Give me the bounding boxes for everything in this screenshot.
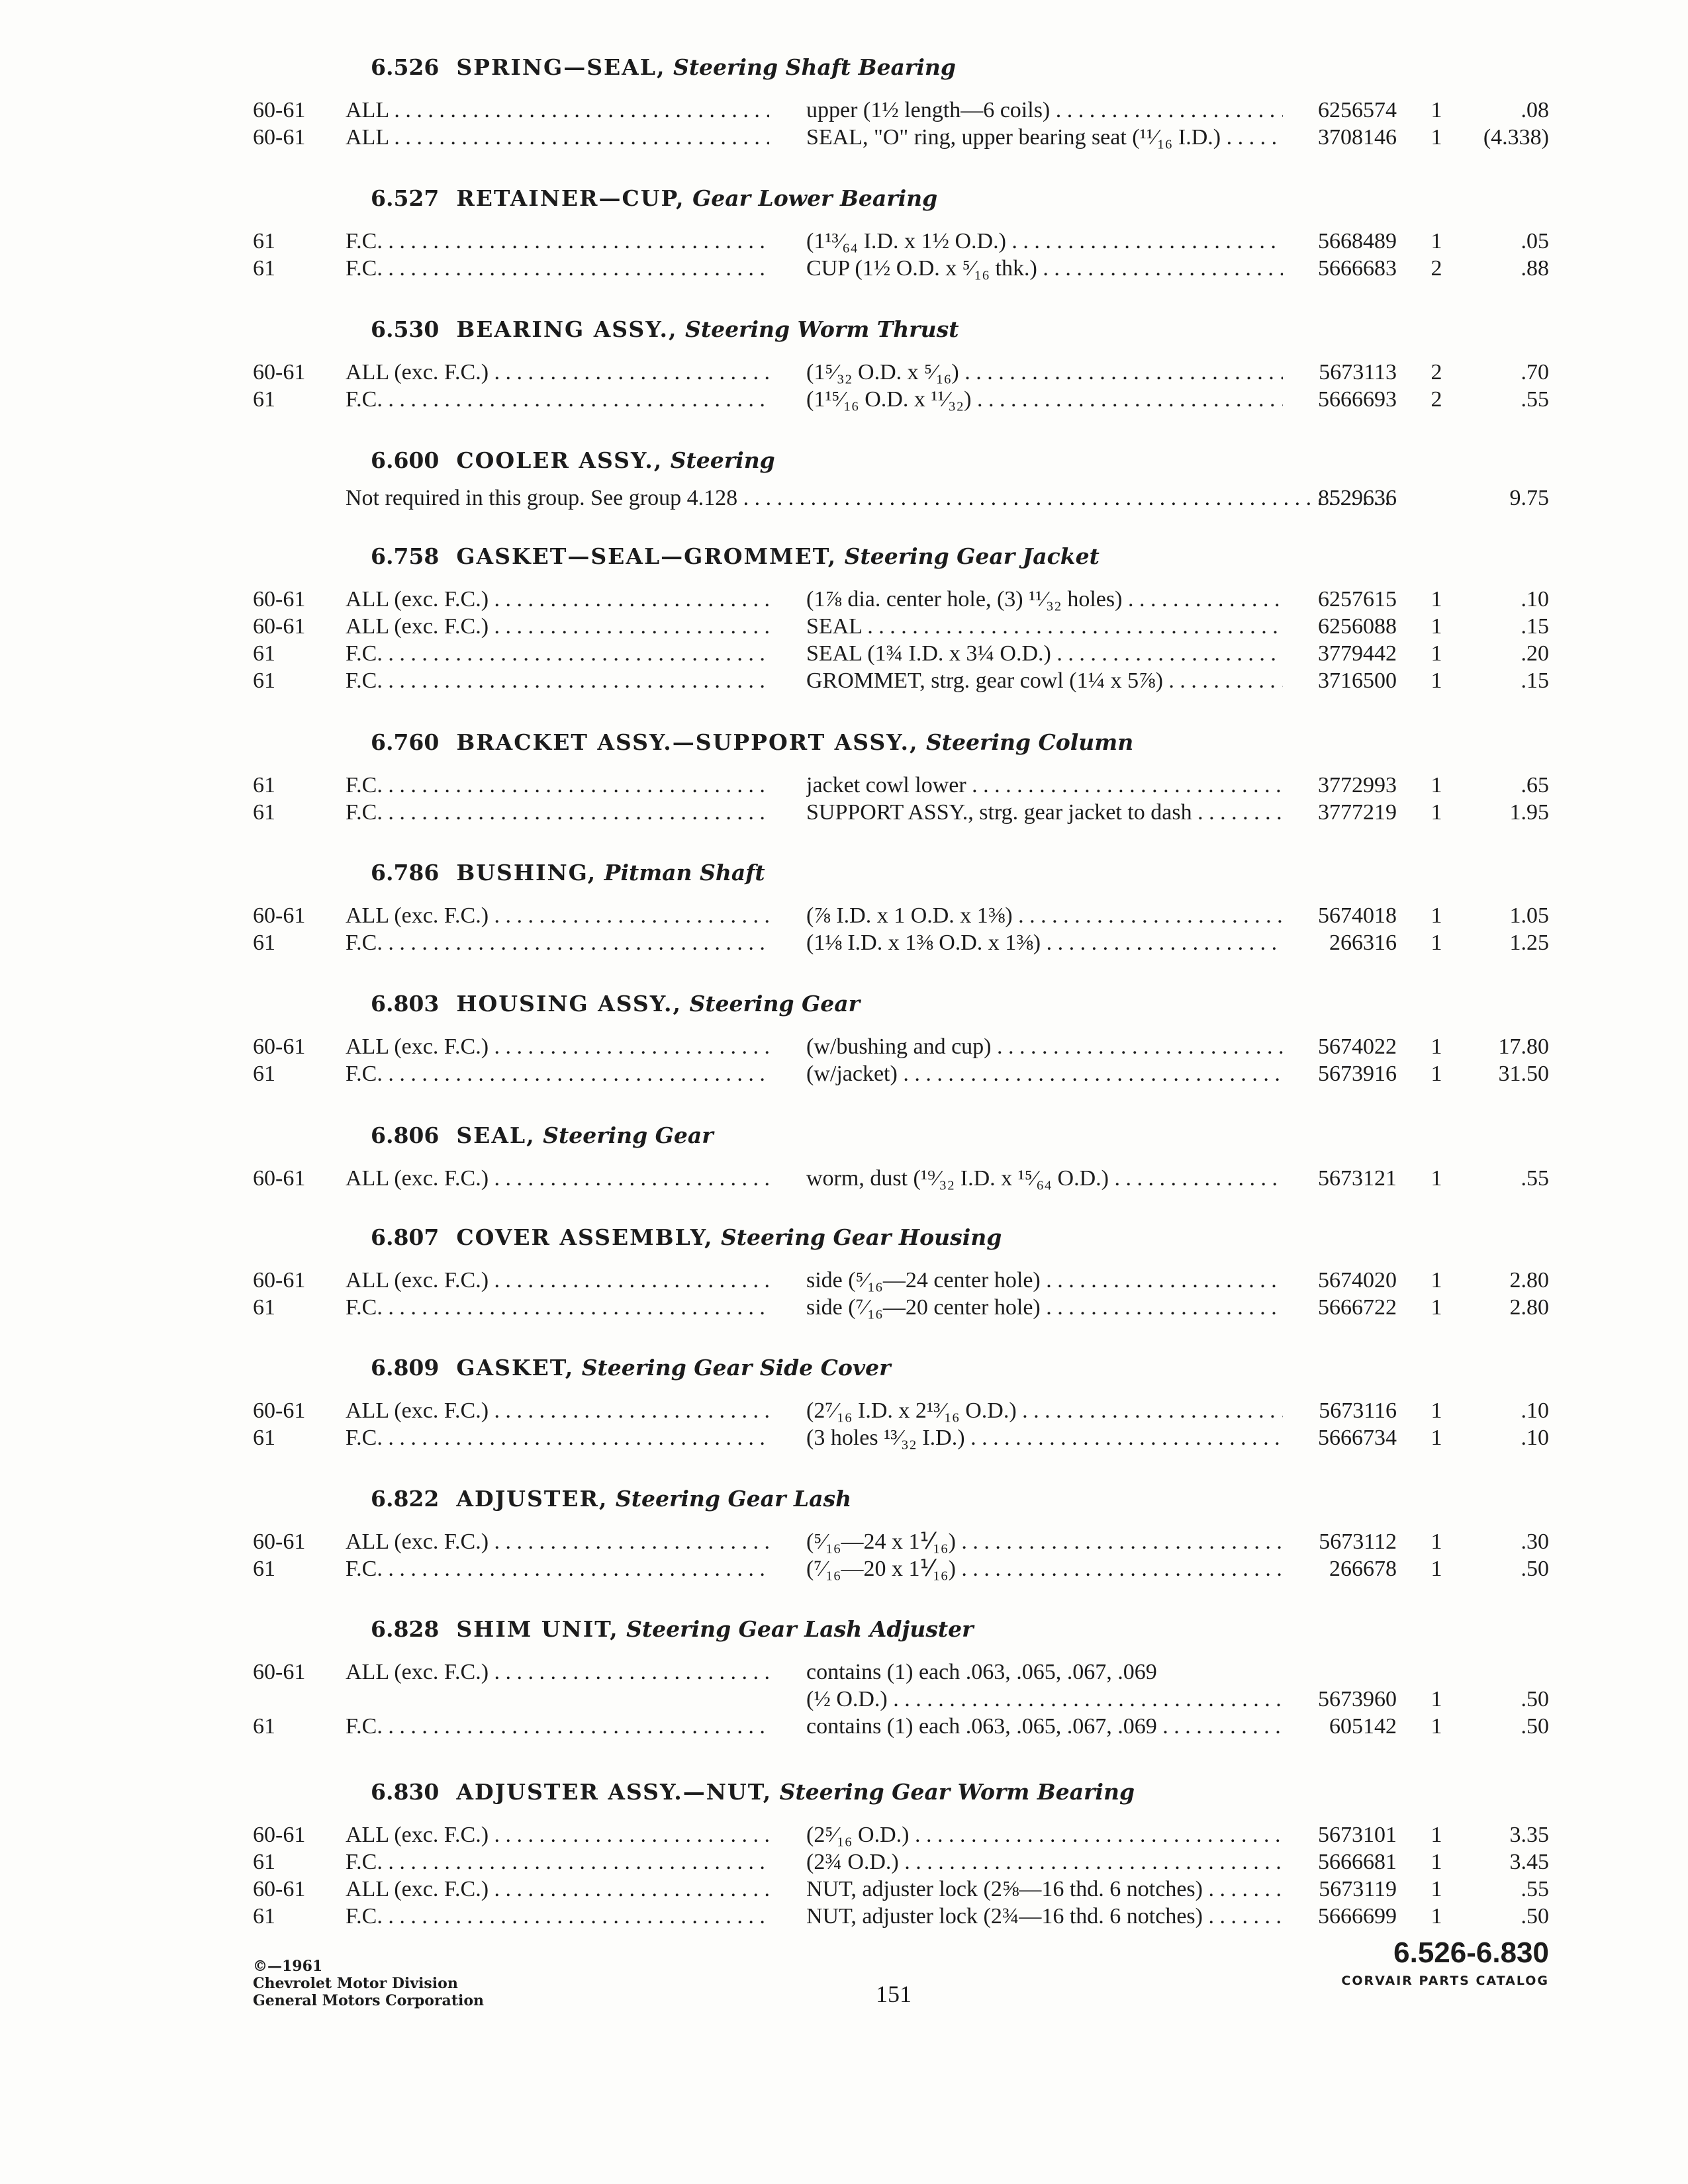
section-description: Steering Gear Lash (615, 1486, 852, 1512)
model-cell: ALL (exc. F.C.) . . . (346, 1528, 769, 1556)
quantity-cell: 1 (1430, 125, 1442, 150)
model-cell: F.C. . . . (346, 1424, 769, 1452)
table-row (0, 1848, 1688, 1876)
part-number-cell: 5666722 (1318, 1295, 1397, 1320)
part-number-cell: 6257615 (1318, 587, 1397, 612)
price-cell: 2.80 (1509, 1268, 1549, 1293)
note-row (0, 484, 1688, 512)
section-number: 6.828 (371, 1616, 440, 1642)
table-row (0, 1555, 1688, 1583)
table-row (0, 1267, 1688, 1295)
section-heading (371, 1614, 974, 1645)
description-cell: (2¾ O.D.) . . . (806, 1848, 1283, 1876)
model-cell: ALL (exc. F.C.) . . . (346, 1397, 769, 1425)
section-name: COVER ASSEMBLY, (456, 1224, 714, 1250)
model-cell: ALL . . . (346, 124, 769, 152)
price-cell: .20 (1521, 641, 1549, 666)
section-heading (371, 1776, 1135, 1808)
table-row (0, 1294, 1688, 1322)
description-cell: contains (1) each .063, .065, .067, .069 (806, 1660, 1157, 1684)
section-description: Steering Column (925, 729, 1134, 755)
price-cell: 3.35 (1509, 1823, 1549, 1847)
price-cell: 31.50 (1498, 1062, 1549, 1086)
section-description: Gear Lower Bearing (692, 185, 938, 211)
description-cell: (⁷⁄₁₆—20 x 1⅟₁₆) . . . (806, 1555, 1283, 1583)
year-cell: 60-61 (253, 903, 306, 928)
section-name: BRACKET ASSY.—SUPPORT ASSY., (456, 729, 919, 755)
section-heading (371, 1222, 1002, 1253)
price: 9.75 (1509, 486, 1549, 510)
description-cell: (⁵⁄₁₆—24 x 1⅟₁₆) . . . (806, 1528, 1283, 1556)
quantity-cell: 1 (1430, 1295, 1442, 1320)
table-row (0, 772, 1688, 799)
quantity-cell: 1 (1430, 1877, 1442, 1901)
part-number-cell: 5674022 (1318, 1034, 1397, 1059)
model-cell: F.C. . . . (346, 1060, 769, 1088)
table-row (0, 586, 1688, 614)
section-number: 6.822 (371, 1486, 440, 1512)
year-cell: 61 (253, 668, 275, 693)
section-number: 6.527 (371, 185, 440, 211)
description-cell: GROMMET, strg. gear cowl (1¼ x 5⅞) . . . (806, 667, 1283, 695)
section-heading (371, 183, 937, 214)
year-cell: 61 (253, 1295, 275, 1320)
model-cell: ALL (exc. F.C.) . . . (346, 1659, 769, 1686)
part-number-cell: 605142 (1329, 1714, 1397, 1739)
part-number-cell: 5674018 (1318, 903, 1397, 928)
table-row (0, 667, 1688, 695)
year-cell: 61 (253, 1557, 275, 1581)
quantity-cell: 1 (1430, 1687, 1442, 1711)
description-cell: (w/jacket) . . . (806, 1060, 1283, 1088)
price-cell: .10 (1521, 587, 1549, 612)
year-cell: 60-61 (253, 587, 306, 612)
section-description: Steering Gear (543, 1122, 714, 1148)
quantity-cell: 1 (1430, 668, 1442, 693)
model-cell: F.C. . . . (346, 386, 769, 414)
year-cell: 60-61 (253, 1268, 306, 1293)
section-name: ADJUSTER ASSY.—NUT, (456, 1779, 773, 1805)
quantity-cell: 1 (1430, 1062, 1442, 1086)
section-heading (371, 857, 765, 889)
table-row (0, 902, 1688, 930)
part-number-cell: 3716500 (1318, 668, 1397, 693)
quantity-cell: 1 (1430, 903, 1442, 928)
price-cell: .15 (1521, 614, 1549, 639)
quantity-cell: 1 (1430, 587, 1442, 612)
table-row (0, 1659, 1688, 1686)
year-cell: 61 (253, 229, 275, 253)
description-cell: (3 holes ¹³⁄₃₂ I.D.) . . . (806, 1424, 1283, 1452)
section-number: 6.758 (371, 543, 440, 569)
part-number-cell: 5673101 (1318, 1823, 1397, 1847)
price-cell: .50 (1521, 1904, 1549, 1929)
section-description: Steering Gear Jacket (844, 543, 1100, 569)
part-number-cell: 5673121 (1318, 1166, 1397, 1191)
table-row (0, 640, 1688, 668)
section-description: Steering Gear Worm Bearing (779, 1779, 1135, 1805)
part-number-cell: 3772993 (1318, 773, 1397, 797)
price-cell: 1.95 (1509, 800, 1549, 825)
section-heading (371, 52, 956, 83)
year-cell: 61 (253, 641, 275, 666)
section-description: Pitman Shaft (604, 860, 765, 886)
model-cell: ALL (exc. F.C.) . . . (346, 1033, 769, 1061)
section-heading (371, 1483, 851, 1515)
price-cell: .10 (1521, 1426, 1549, 1450)
model-cell: F.C. . . . (346, 1555, 769, 1583)
description-cell: SEAL (1¾ I.D. x 3¼ O.D.) . . . (806, 640, 1283, 668)
group-range: 6.526-6.830 (1393, 1936, 1549, 1969)
section-description: Steering Gear Housing (720, 1224, 1002, 1250)
quantity-cell: 1 (1430, 1823, 1442, 1847)
model-cell: ALL (exc. F.C.) . . . (346, 1821, 769, 1849)
year-cell: 60-61 (253, 1877, 306, 1901)
quantity-cell: 1 (1430, 931, 1442, 955)
year-cell: 60-61 (253, 98, 306, 122)
table-row (0, 1821, 1688, 1849)
model-cell: ALL (exc. F.C.) . . . (346, 1165, 769, 1193)
table-row (0, 1528, 1688, 1556)
price-cell: (4.338) (1483, 125, 1549, 150)
part-number-cell: 5673112 (1319, 1529, 1397, 1554)
model-cell: F.C. . . . (346, 799, 769, 827)
part-number-cell: 6256088 (1318, 614, 1397, 639)
corporation-name: General Motors Corporation (253, 1992, 485, 2009)
price-cell: 1.05 (1509, 903, 1549, 928)
description-cell: NUT, adjuster lock (2⅝—16 thd. 6 notches) . . . (806, 1876, 1283, 1903)
section-number: 6.526 (371, 54, 440, 80)
model-cell: F.C. . . . (346, 929, 769, 957)
quantity-cell: 1 (1430, 1166, 1442, 1191)
year-cell: 60-61 (253, 614, 306, 639)
section-name: SHIM UNIT, (456, 1616, 619, 1642)
model-cell: F.C. . . . (346, 255, 769, 283)
section-heading (371, 988, 860, 1020)
section-name: GASKET, (456, 1355, 575, 1381)
quantity-cell: 1 (1430, 800, 1442, 825)
price-cell: .65 (1521, 773, 1549, 797)
year-cell: 61 (253, 800, 275, 825)
part-number-cell: 5668489 (1318, 229, 1397, 253)
section-heading (371, 445, 775, 477)
page-number: 151 (876, 1981, 912, 2007)
section-number: 6.807 (371, 1224, 440, 1250)
catalog-title: CORVAIR PARTS CATALOG (1341, 1974, 1549, 1988)
year-cell: 61 (253, 387, 275, 412)
section-name: BEARING ASSY., (456, 316, 678, 342)
model-cell: F.C. . . . (346, 640, 769, 668)
price-cell: 1.25 (1509, 931, 1549, 955)
part-number-cell: 3708146 (1318, 125, 1397, 150)
year-cell: 60-61 (253, 1166, 306, 1191)
year-cell: 60-61 (253, 1823, 306, 1847)
description-cell: (1¹³⁄₆₄ I.D. x 1½ O.D.) . . . (806, 228, 1283, 255)
section-name: SPRING—SEAL, (456, 54, 666, 80)
part-number-cell: 5673960 (1318, 1687, 1397, 1711)
table-row (0, 1060, 1688, 1088)
section-number: 6.530 (371, 316, 440, 342)
part-number-cell: 266316 (1329, 931, 1397, 955)
model-cell: ALL (exc. F.C.) . . . (346, 1267, 769, 1295)
year-cell: 61 (253, 1714, 275, 1739)
table-row (0, 1033, 1688, 1061)
price-cell: .55 (1521, 1166, 1549, 1191)
table-row (0, 359, 1688, 387)
section-name: BUSHING, (456, 860, 597, 886)
table-row (0, 929, 1688, 957)
description-cell: side (⁷⁄₁₆—20 center hole) . . . (806, 1294, 1283, 1322)
model-cell: F.C. . . . (346, 1903, 769, 1931)
part-number-cell: 5673916 (1318, 1062, 1397, 1086)
price-cell: .50 (1521, 1714, 1549, 1739)
table-row (0, 613, 1688, 641)
description-cell: (2⁵⁄₁₆ O.D.) . . . (806, 1821, 1283, 1849)
section-number: 6.803 (371, 991, 440, 1017)
price-cell: .55 (1521, 1877, 1549, 1901)
price-cell: .55 (1521, 387, 1549, 412)
table-row (0, 1397, 1688, 1425)
description-cell: CUP (1½ O.D. x ⁵⁄₁₆ thk.) . . . (806, 255, 1283, 283)
model-cell: F.C. . . . (346, 772, 769, 799)
section-number: 6.830 (371, 1779, 440, 1805)
price-cell: .10 (1521, 1398, 1549, 1423)
price-cell: 3.45 (1509, 1850, 1549, 1874)
description-cell: contains (1) each .063, .065, .067, .069 . . . (806, 1713, 1283, 1741)
section-number: 6.786 (371, 860, 440, 886)
description-cell: (1⅞ dia. center hole, (3) ¹¹⁄₃₂ holes) . . . (806, 586, 1283, 614)
quantity-cell: 1 (1430, 1714, 1442, 1739)
price-cell: 2.80 (1509, 1295, 1549, 1320)
price-cell: .15 (1521, 668, 1549, 693)
quantity-cell: 1 (1430, 1426, 1442, 1450)
model-cell: ALL (exc. F.C.) . . . (346, 1876, 769, 1903)
year-cell: 61 (253, 1426, 275, 1450)
section-name: RETAINER—CUP, (456, 185, 685, 211)
table-row (0, 1686, 1688, 1713)
section-number: 6.600 (371, 447, 440, 473)
table-row (0, 255, 1688, 283)
description-cell: SEAL . . . (806, 613, 1283, 641)
part-number-cell: 5666683 (1318, 256, 1397, 281)
part-number-cell: 3777219 (1318, 800, 1397, 825)
table-row (0, 1903, 1688, 1931)
section-heading (371, 541, 1100, 572)
part-number-cell: 5666693 (1318, 387, 1397, 412)
quantity-cell: 1 (1430, 1398, 1442, 1423)
copyright-year: ©—1961 (253, 1958, 323, 1975)
table-row (0, 799, 1688, 827)
description-cell: (1⁵⁄₃₂ O.D. x ⁵⁄₁₆) . . . (806, 359, 1283, 387)
price-cell: .88 (1521, 256, 1549, 281)
price-cell: .50 (1521, 1557, 1549, 1581)
price-cell: .05 (1521, 229, 1549, 253)
description-cell: upper (1½ length—6 coils) . . . (806, 97, 1283, 124)
description-cell: (w/bushing and cup) . . . (806, 1033, 1283, 1061)
description-cell: (⅞ I.D. x 1 O.D. x 1⅜) . . . (806, 902, 1283, 930)
quantity-cell: 1 (1430, 1268, 1442, 1293)
part-number-cell: 6256574 (1318, 98, 1397, 122)
model-cell: F.C. . . . (346, 1294, 769, 1322)
part-number-cell: 5674020 (1318, 1268, 1397, 1293)
section-description: Steering Gear Lash Adjuster (626, 1616, 974, 1642)
model-cell: F.C. . . . (346, 228, 769, 255)
price-cell: .70 (1521, 360, 1549, 385)
year-cell: 60-61 (253, 125, 306, 150)
part-number: 8529636 (1318, 486, 1397, 510)
section-name: GASKET—SEAL—GROMMET, (456, 543, 837, 569)
model-cell: ALL (exc. F.C.) . . . (346, 902, 769, 930)
section-heading (371, 314, 959, 345)
section-number: 6.760 (371, 729, 440, 755)
section-heading (371, 727, 1133, 758)
part-number-cell: 266678 (1329, 1557, 1397, 1581)
description-cell: side (⁵⁄₁₆—24 center hole) . . . (806, 1267, 1283, 1295)
quantity-cell: 1 (1430, 1034, 1442, 1059)
part-number-cell: 5666734 (1318, 1426, 1397, 1450)
table-row (0, 386, 1688, 414)
model-cell: ALL (exc. F.C.) . . . (346, 586, 769, 614)
quantity-cell: 1 (1430, 1529, 1442, 1554)
catalog-range-block (1341, 1936, 1549, 1988)
table-row (0, 228, 1688, 255)
price-cell: .08 (1521, 98, 1549, 122)
section-heading (371, 1352, 890, 1384)
section-number: 6.806 (371, 1122, 440, 1148)
part-number-cell: 5673113 (1319, 360, 1397, 385)
year-cell: 61 (253, 931, 275, 955)
section-description: Steering Worm Thrust (685, 316, 959, 342)
section-description: Steering Gear (689, 991, 860, 1017)
section-name: ADJUSTER, (456, 1486, 608, 1512)
note-text: Not required in this group. See group 4.128 . . . (346, 484, 1391, 512)
year-cell: 60-61 (253, 360, 306, 385)
table-row (0, 1713, 1688, 1741)
section-name: SEAL, (456, 1122, 536, 1148)
description-cell: SEAL, "O" ring, upper bearing seat (¹¹⁄₁₆ I.D.) . . . (806, 124, 1283, 152)
part-number-cell: 5673119 (1319, 1877, 1397, 1901)
year-cell: 61 (253, 256, 275, 281)
quantity-cell: 1 (1430, 98, 1442, 122)
model-cell: F.C. . . . (346, 667, 769, 695)
part-number-cell: 5666681 (1318, 1850, 1397, 1874)
description-cell: (2⁷⁄₁₆ I.D. x 2¹³⁄₁₆ O.D.) . . . (806, 1397, 1283, 1425)
description-cell: worm, dust (¹⁹⁄₃₂ I.D. x ¹⁵⁄₆₄ O.D.) . . . (806, 1165, 1283, 1193)
division-name: Chevrolet Motor Division (253, 1975, 458, 1992)
table-row (0, 1165, 1688, 1193)
section-description: Steering Shaft Bearing (673, 54, 956, 80)
section-description: Steering Gear Side Cover (581, 1355, 891, 1381)
section-name: COOLER ASSY., (456, 447, 663, 473)
quantity-cell: 1 (1430, 614, 1442, 639)
model-cell: F.C. . . . (346, 1848, 769, 1876)
year-cell: 60-61 (253, 1660, 306, 1684)
table-row (0, 1876, 1688, 1903)
year-cell: 60-61 (253, 1034, 306, 1059)
table-row (0, 124, 1688, 152)
description-cell: SUPPORT ASSY., strg. gear jacket to dash . . . (806, 799, 1283, 827)
table-row (0, 97, 1688, 124)
quantity-cell: 1 (1430, 229, 1442, 253)
year-cell: 61 (253, 1062, 275, 1086)
copyright-block (253, 1958, 484, 2009)
quantity-cell: 1 (1430, 1904, 1442, 1929)
description-cell: NUT, adjuster lock (2¾—16 thd. 6 notches) . . . (806, 1903, 1283, 1931)
model-cell: ALL . . . (346, 97, 769, 124)
description-cell: (½ O.D.) . . . (806, 1686, 1283, 1713)
quantity-cell: 1 (1430, 1557, 1442, 1581)
year-cell: 61 (253, 1904, 275, 1929)
price-cell: .50 (1521, 1687, 1549, 1711)
description-cell: (1⅛ I.D. x 1⅜ O.D. x 1⅜) . . . (806, 929, 1283, 957)
section-description: Steering (670, 447, 775, 473)
part-number-cell: 5666699 (1318, 1904, 1397, 1929)
section-number: 6.809 (371, 1355, 440, 1381)
description-cell: (1¹⁵⁄₁₆ O.D. x ¹¹⁄₃₂) . . . (806, 386, 1283, 414)
quantity-cell: 1 (1430, 1850, 1442, 1874)
quantity-cell: 2 (1430, 360, 1442, 385)
section-name: HOUSING ASSY., (456, 991, 682, 1017)
price-cell: .30 (1521, 1529, 1549, 1554)
year-cell: 61 (253, 773, 275, 797)
year-cell: 60-61 (253, 1529, 306, 1554)
quantity-cell: 1 (1430, 641, 1442, 666)
price-cell: 17.80 (1498, 1034, 1549, 1059)
model-cell: F.C. . . . (346, 1713, 769, 1741)
year-cell: 61 (253, 1850, 275, 1874)
section-heading (371, 1120, 714, 1152)
table-row (0, 1424, 1688, 1452)
model-cell: ALL (exc. F.C.) . . . (346, 359, 769, 387)
part-number-cell: 3779442 (1318, 641, 1397, 666)
description-cell: jacket cowl lower . . . (806, 772, 1283, 799)
quantity-cell: 2 (1430, 387, 1442, 412)
year-cell: 60-61 (253, 1398, 306, 1423)
part-number-cell: 5673116 (1319, 1398, 1397, 1423)
model-cell: ALL (exc. F.C.) . . . (346, 613, 769, 641)
quantity-cell: 2 (1430, 256, 1442, 281)
quantity-cell: 1 (1430, 773, 1442, 797)
